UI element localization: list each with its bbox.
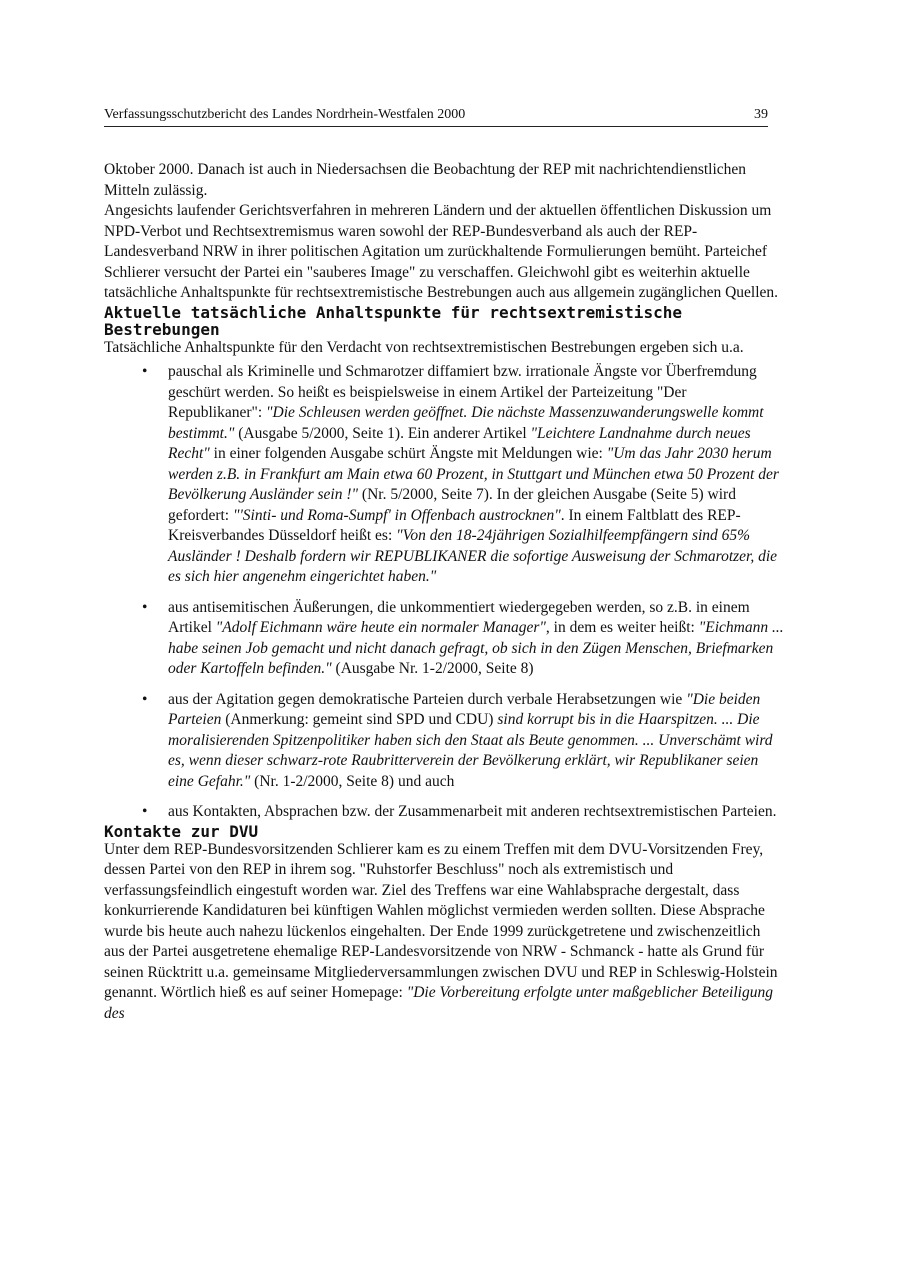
section-heading-dvu: Kontakte zur DVU xyxy=(104,821,259,841)
item-text: pauschal als Kriminelle und Schmarotzer diffamiert bzw. irrationale Ängste vor Überfremdung geschürt werden. So heißt es beispielsweise in einem Artikel der Parteizeitung "Der Republikaner": xyxy=(168,363,757,421)
bullet-icon: • xyxy=(142,363,148,380)
item-text: (Ausgabe Nr. 1-2/2000, Seite 8) xyxy=(331,660,534,677)
item-text: aus der Agitation gegen demokratische Parteien durch verbale Herabsetzungen wie xyxy=(168,690,687,708)
indicator-list xyxy=(104,362,784,823)
item-text: , in dem es weiter heißt: xyxy=(545,619,699,636)
bullet-icon: • xyxy=(142,690,148,708)
item-text: (Ausgabe 5/2000, Seite 1). Ein anderer Artikel xyxy=(234,424,531,442)
header-title: Verfassungsschutzbericht des Landes Nordrhein-Westfalen 2000 xyxy=(104,107,466,122)
quote: "Die beiden Parteien xyxy=(168,690,761,728)
item-text: aus antisemitischen Äußerungen, die unkommentiert wiedergegeben werden, so z.B. in einem Artikel xyxy=(168,598,750,636)
dvu-paragraph xyxy=(104,840,784,1025)
quote: "Von den 18-24jährigen Sozialhilfeempfängern sind 65% Ausländer ! Deshalb fordern wir REPUBLIKANER die sofortige Ausweisung der Schmarotzer, die es sich hier angenehm eingerichtet haben." xyxy=(168,527,778,585)
quote: "Die Vorbereitung erfolgte unter maßgeblicher Beteiligung des xyxy=(104,984,773,1022)
list-item xyxy=(104,598,784,680)
quote: "Leichtere Landnahme durch neues Recht" xyxy=(168,424,751,462)
list-item xyxy=(104,362,784,588)
section-lead: Tatsächliche Anhaltspunkte für den Verdacht von rechtsextremistischen Bestrebungen ergeben sich u.a. xyxy=(104,338,744,356)
quote: sind korrupt bis in die Haarspitzen. ... Die moralisierenden Spitzenpolitiker haben sich den Staat als Beute genommen. ... Unverschämt wird es, wenn dieser schwarz-rote Raubritterverein der Bevölkerung erklärt, wir Republikaner seien eine Gefahr." xyxy=(168,711,773,790)
item-text: (Anmerkung: gemeint sind SPD und CDU) xyxy=(221,711,498,728)
quote: "'Sinti- und Roma-Sumpf' in Offenbach austrocknen" xyxy=(232,506,561,524)
bullet-icon: • xyxy=(142,598,148,616)
document-body xyxy=(104,160,784,1024)
list-item xyxy=(104,690,784,793)
paragraph-text: Unter dem REP-Bundesvorsitzenden Schlierer kam es zu einem Treffen mit dem DVU-Vorsitzenden Frey, dessen Partei von den REP in ihrem sog. "Ruhstorfer Beschluss" noch als extremistisch und verfassungsfeindlich eingestuft worden war. Ziel des Treffens war eine Wahlabsprache dergestalt, dass konkurrierende Kandidaturen bei künftigen Wahlen möglichst vermieden werden sollten. Diese Absprache wurde bis heute auch nahezu lückenlos eingehalten. Der Ende 1999 zurückgetretene und zwischenzeitlich aus der Partei ausgetretene ehemalige REP-Landesvorsitzende von NRW - Schmanck - hatte als Grund für seinen Rücktritt u.a. gemeinsame Mitgliederversammlungen zwischen DVU und REP in Schleswig-Holstein genannt. Wörtlich hieß es auf seiner Homepage: xyxy=(104,840,778,1001)
item-text: (Nr. 5/2000, Seite 7). In der gleichen Ausgabe (Seite 5) wird gefordert: xyxy=(168,486,736,524)
item-text: . In einem Faltblatt des REP-Kreisverbandes Düsseldorf heißt es: xyxy=(168,506,741,544)
quote: "Um das Jahr 2030 herum werden z.B. in Frankfurt am Main etwa 60 Prozent, in Stuttgart und München etwa 50 Prozent der Bevölkerung Ausländer sein !" xyxy=(168,445,779,503)
intro-paragraph-1: Oktober 2000. Danach ist auch in Niedersachsen die Beobachtung der REP mit nachrichtendienstlichen Mitteln zulässig. xyxy=(104,161,747,199)
running-header xyxy=(104,106,768,127)
item-text: (Nr. 1-2/2000, Seite 8) und auch xyxy=(250,772,455,790)
quote: "Eichmann ... habe seinen Job gemacht und nicht danach gefragt, ob sich in den Zügen Menschen, Briefmarken oder Kartoffeln befinden." xyxy=(168,619,784,677)
bullet-icon: • xyxy=(142,803,148,820)
quote: "Adolf Eichmann wäre heute ein normaler Manager" xyxy=(215,619,546,636)
section-heading-anhaltspunkte: Aktuelle tatsächliche Anhaltspunkte für rechtsextremistische Bestrebungen xyxy=(104,302,682,339)
page-number: 39 xyxy=(754,107,768,122)
quote: "Die Schleusen werden geöffnet. Die nächste Massenzuwanderungswelle kommt bestimmt." xyxy=(168,404,764,442)
intro-paragraph-2: Angesichts laufender Gerichtsverfahren in mehreren Ländern und der aktuellen öffentlichen Diskussion um NPD-Verbot und Rechtsextremismus waren sowohl der REP-Bundesverband als auch der REP-Landesverband NRW in ihrer politischen Agitation um zurückhaltende Formulierungen bemüht. Parteichef Schlierer versucht der Partei ein "sauberes Image" zu verschaffen. Gleichwohl gibt es weiterhin aktuelle tatsächliche Anhaltspunkte für rechtsextremistische Bestrebungen auch aus allgemein zugänglichen Quellen. xyxy=(104,202,779,301)
item-text: aus Kontakten, Absprachen bzw. der Zusammenarbeit mit anderen rechtsextremistischen Parteien. xyxy=(168,803,777,820)
list-item xyxy=(104,802,784,823)
item-text: in einer folgenden Ausgabe schürt Ängste mit Meldungen wie: xyxy=(209,445,607,462)
